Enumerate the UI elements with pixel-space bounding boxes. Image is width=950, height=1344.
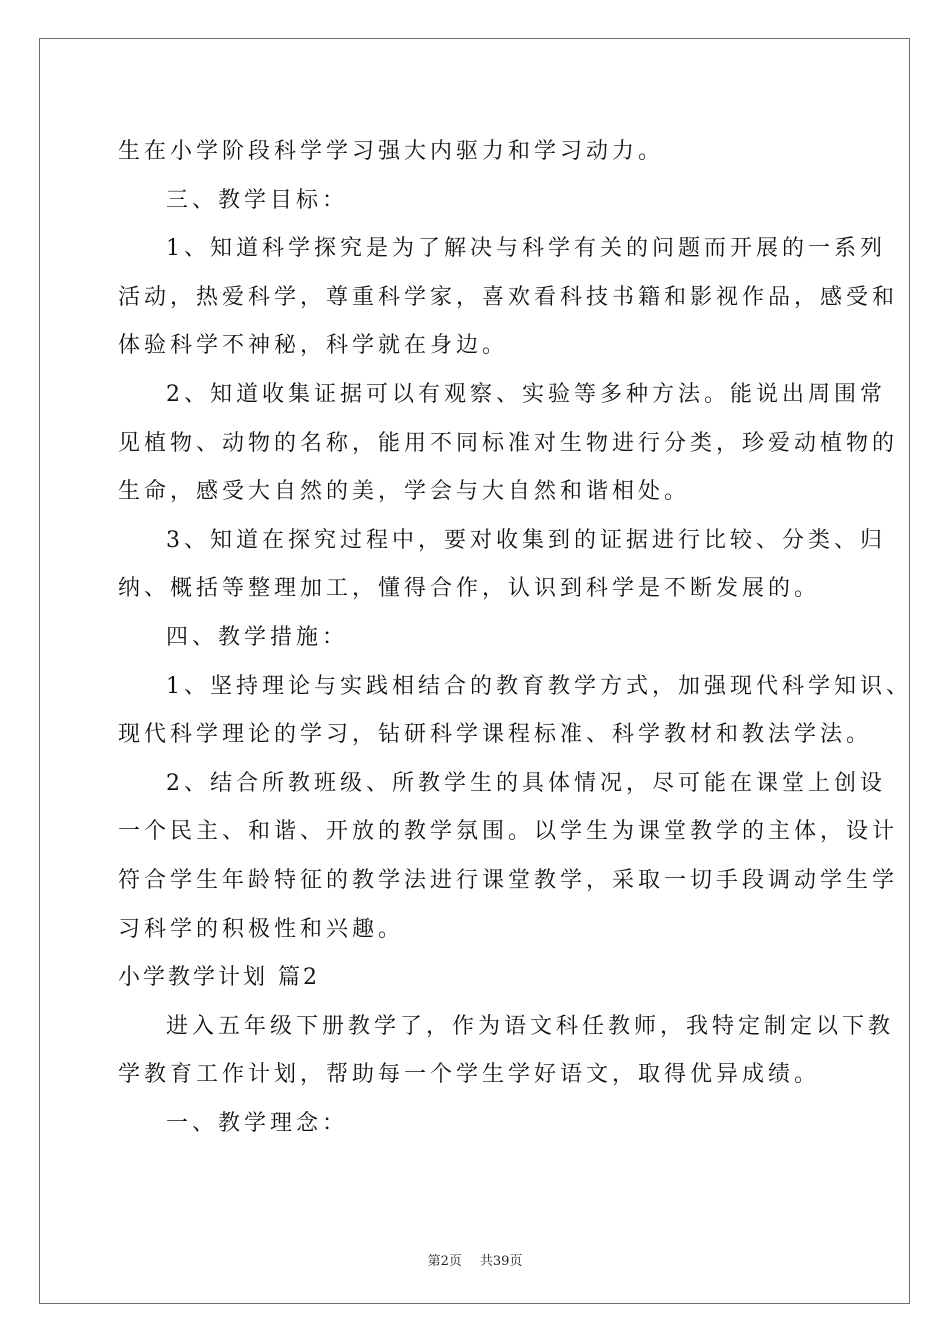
document-body	[118, 128, 912, 1148]
text-line: 一、教学理念：	[166, 1110, 349, 1136]
text-line: 生命，感受大自然的美，学会与大自然和谐相处。	[118, 479, 691, 505]
page-footer	[0, 1250, 950, 1269]
text-line: 符合学生年龄特征的教学法进行课堂教学，采取一切手段调动学生学	[118, 867, 899, 893]
text-line: 1、知道科学探究是为了解决与科学有关的问题而开展的一系列	[166, 236, 886, 262]
text-line: 纳、概括等整理加工，懂得合作，认识到科学是不断发展的。	[118, 576, 821, 602]
text-line: 活动，热爱科学，尊重科学家，喜欢看科技书籍和影视作品，感受和	[118, 284, 899, 310]
text-line: 体验科学不神秘，科学就在身边。	[118, 333, 509, 359]
text-line: 一个民主、和谐、开放的教学氛围。以学生为课堂教学的主体，设计	[118, 819, 899, 845]
text-line: 2、结合所教班级、所教学生的具体情况，尽可能在课堂上创设	[166, 770, 886, 796]
text-line: 进入五年级下册教学了，作为语文科任教师，我特定制定以下教	[166, 1013, 895, 1039]
text-line: 1、坚持理论与实践相结合的教育教学方式，加强现代科学知识、	[166, 673, 912, 699]
text-line: 3、知道在探究过程中，要对收集到的证据进行比较、分类、归	[166, 527, 886, 553]
text-line: 2、知道收集证据可以有观察、实验等多种方法。能说出周围常	[166, 381, 886, 407]
section-title: 小学教学计划 篇2	[118, 965, 320, 991]
text-line: 习科学的积极性和兴趣。	[118, 916, 405, 942]
text-line: 现代科学理论的学习，钻研科学课程标准、科学教材和教法学法。	[118, 722, 873, 748]
text-line: 见植物、动物的名称，能用不同标准对生物进行分类，珍爱动植物的	[118, 430, 899, 456]
page-number: 第2页	[427, 1254, 462, 1269]
text-line: 四、教学措施：	[166, 624, 349, 650]
text-line: 学教育工作计划，帮助每一个学生学好语文，取得优异成绩。	[118, 1062, 821, 1088]
text-line: 生在小学阶段科学学习强大内驱力和学习动力。	[118, 139, 665, 164]
total-pages: 共39页	[479, 1254, 523, 1269]
text-line: 三、教学目标：	[166, 187, 349, 213]
